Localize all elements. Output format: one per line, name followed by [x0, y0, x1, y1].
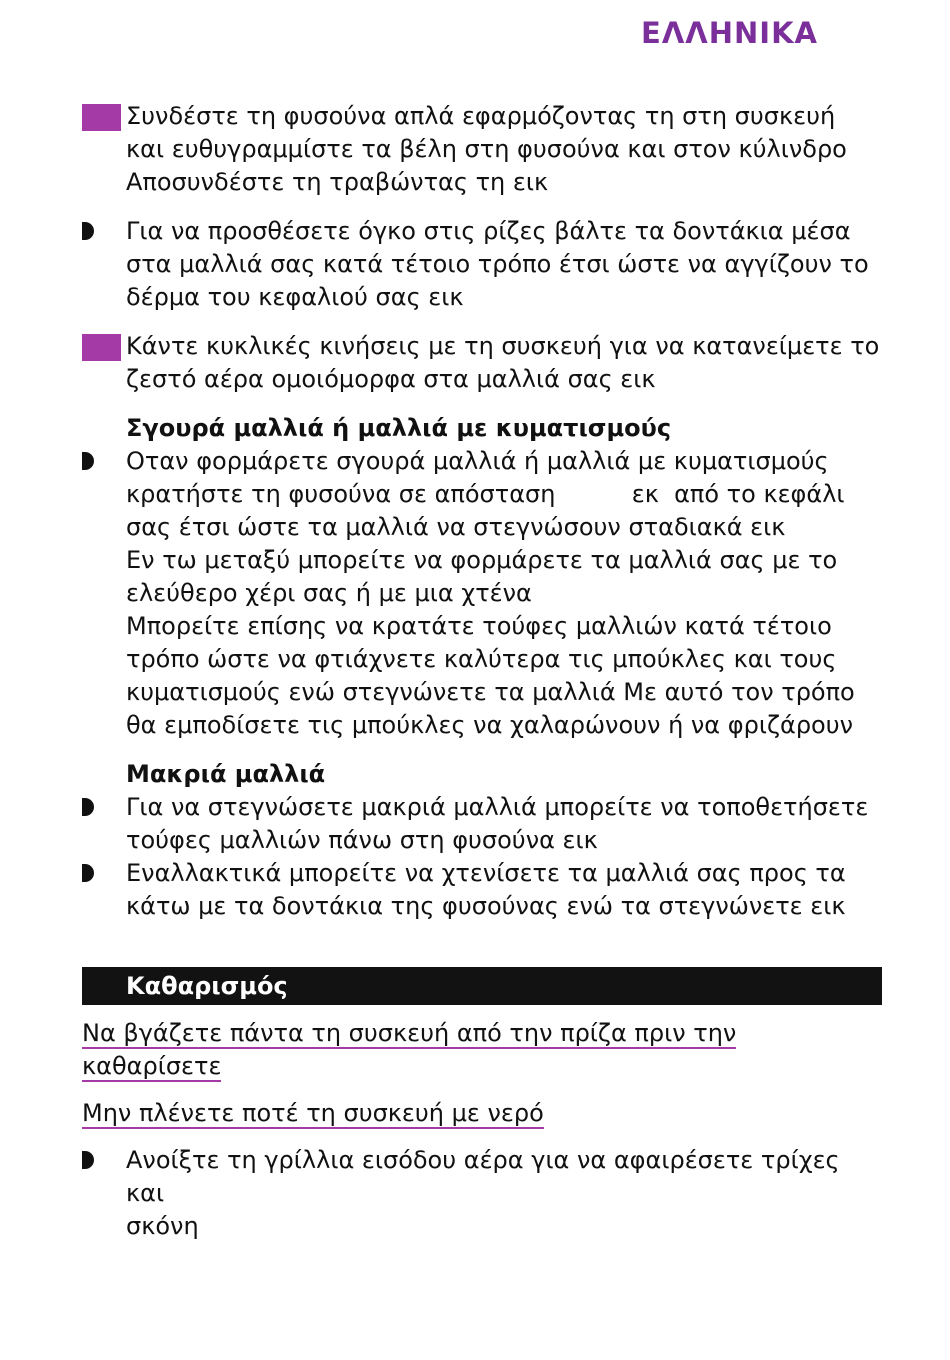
text-line: στα μαλλιά σας κατά τέτοιο τρόπο έτσι ώστε να αγγίζουν το	[126, 250, 869, 278]
text-line: Μπορείτε επίσης να κρατάτε τούφες μαλλιών κατά τέτοιο	[126, 612, 832, 640]
text-line: θα εμποδίσετε τις μπούκλες να χαλαρώνουν ή να φριζάρουν	[126, 711, 854, 739]
text-line: κάτω με τα δοντάκια της φυσούνας ενώ τα στεγνώνετε εικ	[126, 892, 846, 920]
warning-no-water	[82, 1097, 882, 1130]
manual-content	[82, 100, 882, 1259]
step-circular-motions	[82, 330, 882, 396]
text-line: Συνδέστε τη φυσούνα απλά εφαρμόζοντας τη στη συσκευή	[126, 102, 836, 130]
text-line: δέρμα του κεφαλιού σας εικ	[126, 283, 464, 311]
section-title-cleaning: Καθαρισμός	[82, 967, 882, 1005]
heading-long-hair: Μακριά μαλλιά	[126, 760, 326, 788]
text-line: κυματισμούς ενώ στεγνώνετε τα μαλλιά Με αυτό τον τρόπο	[126, 678, 855, 706]
text-line: Για να προσθέσετε όγκο στις ρίζες βάλτε τα δοντάκια μέσα	[126, 217, 851, 245]
warning-line: Να βγάζετε πάντα τη συσκευή από την πρίζα πριν την	[82, 1019, 737, 1047]
text-line: σας έτσι ώστε τα μαλλιά να στεγνώσουν σταδιακά εικ	[126, 513, 786, 541]
text-line: ζεστό αέρα ομοιόμορφα στα μαλλιά σας εικ	[126, 365, 656, 393]
text-line: Εναλλακτικά μπορείτε να χτενίσετε τα μαλλιά σας προς τα	[126, 859, 846, 887]
bullet-marker	[82, 452, 94, 470]
bullet-long-hair-1	[82, 791, 882, 857]
warning-line: καθαρίσετε	[82, 1052, 222, 1080]
bullet-long-hair-2	[82, 857, 882, 923]
step-marker	[82, 334, 121, 361]
text-line: τρόπο ώστε να φτιάχνετε καλύτερα τις μπούκλες και τους	[126, 645, 837, 673]
bullet-marker	[82, 864, 94, 882]
text-line: Για να στεγνώσετε μακριά μαλλιά μπορείτε να τοποθετήσετε	[126, 793, 869, 821]
bullet-air-inlet-grille	[82, 1144, 882, 1243]
step-marker	[82, 104, 121, 131]
heading-curly-hair: Σγουρά μαλλιά ή μαλλιά με κυματισμούς	[126, 414, 672, 442]
warning-line: Μην πλένετε ποτέ τη συσκευή με νερό	[82, 1099, 544, 1127]
warning-unplug	[82, 1017, 882, 1083]
text-line: Οταν φορμάρετε σγουρά μαλλιά ή μαλλιά με κυματισμούς	[126, 447, 829, 475]
text-line: Εν τω μεταξύ μπορείτε να φορμάρετε τα μαλλιά σας με το	[126, 546, 838, 574]
text-line: σκόνη	[126, 1212, 199, 1240]
text-line: τούφες μαλλιών πάνω στη φυσούνα εικ	[126, 826, 598, 854]
bullet-root-volume	[82, 215, 882, 314]
step-attach-nozzle	[82, 100, 882, 199]
text-line: Ανοίξτε τη γρίλλια εισόδου αέρα για να αφαιρέσετε τρίχες και	[126, 1146, 840, 1207]
text-line: Αποσυνδέστε τη τραβώντας τη εικ	[126, 168, 549, 196]
language-header: ΕΛΛΗΝΙΚΑ	[641, 16, 818, 50]
bullet-marker	[82, 1151, 94, 1169]
text-line: ελεύθερο χέρι σας ή με μια χτένα	[126, 579, 532, 607]
text-line: κρατήστε τη φυσούνα σε απόσταση εκ από το κεφάλι	[126, 480, 845, 508]
bullet-curly-hair	[82, 445, 882, 742]
text-line: Κάντε κυκλικές κινήσεις με τη συσκευή για να κατανείμετε το	[126, 332, 880, 360]
bullet-marker	[82, 222, 94, 240]
text-line: και ευθυγραμμίστε τα βέλη στη φυσούνα και στον κύλινδρο	[126, 135, 847, 163]
bullet-marker	[82, 798, 94, 816]
